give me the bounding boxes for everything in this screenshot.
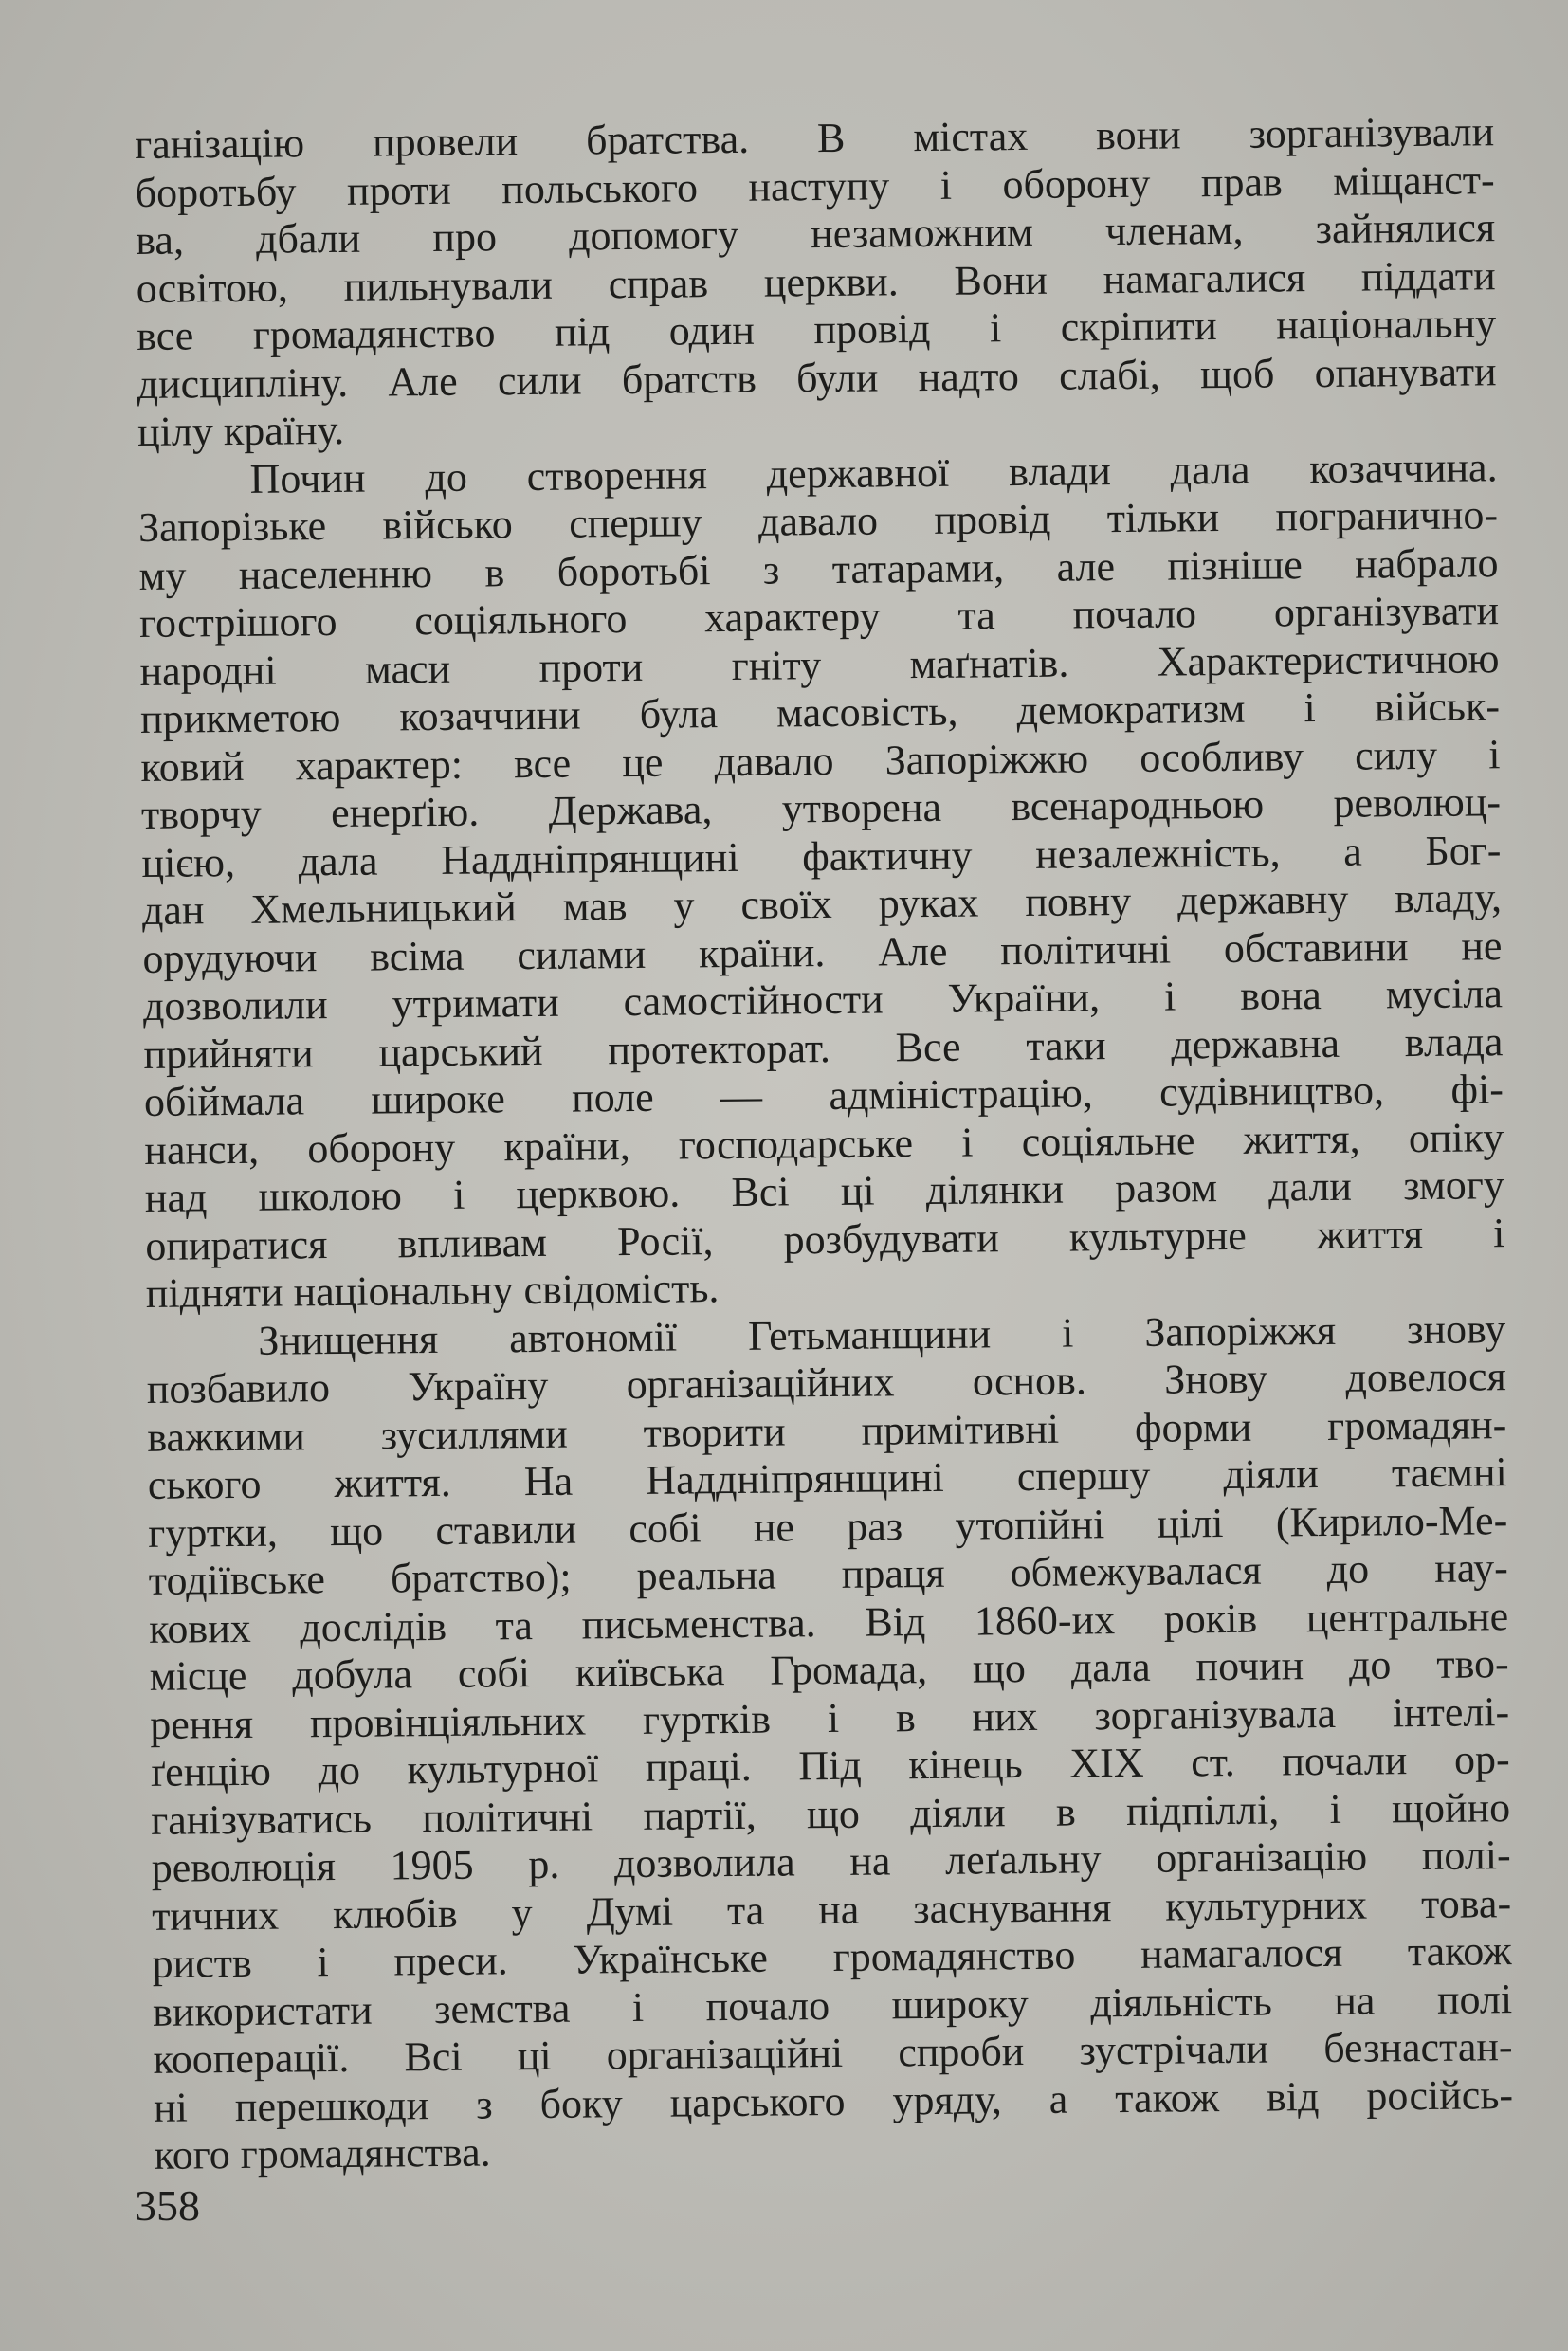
text-line: опиратися впливам Росії, розбудувати культурне життя і [145,1209,1505,1269]
text-line: важкими зусиллями творити примітивні форми громадян- [147,1400,1507,1461]
text-line: кого громадянства. [154,2128,491,2178]
text-line: ва, дбали про допомогу незаможним членам, зайнялися [135,204,1496,264]
text-line: ґенцію до культурної праці. Під кінець XIX ст. почали ор- [150,1736,1510,1795]
text-line: кових дослідів та письменства. Від 1860-их років центральне [149,1592,1509,1652]
text-line: ського життя. На Наддніпрянщині спершу діяли таємні [147,1449,1507,1508]
text-line: Почин до створення державної влади дала козаччина. [249,443,1498,502]
text-line: гуртки, що ставили собі не раз утопійні цілі (Кирило-Ме- [148,1496,1508,1557]
text-line: прийняти царський протекторат. Все таки державна влада [143,1017,1504,1078]
text-line: цілу країну. [137,406,345,455]
text-line: місце добула собі київська Громада, що дала почин до тво- [149,1640,1509,1700]
text-line: використати земства і почало широку діяльність на полі [152,1975,1513,2035]
text-line: му населенню в боротьбі з татарами, але пізніше набрало [138,538,1499,599]
text-line: дозволили утримати самостійности України, і вона мусіла [142,970,1504,1030]
body-text [135,108,1514,2179]
text-line: творчу енерґію. Держава, утворена всенародньою революц- [140,778,1502,838]
text-line: прикметою козаччини була масовість, демократизм і військ- [139,683,1501,742]
text-line: рення провінціяльних гуртків і в них зорганізувала інтелі- [149,1687,1510,1748]
text-line: ганізуватись політичні партії, що діяли в підпіллі, і щойно [150,1783,1511,1844]
text-line: орудуючи всіма силами країни. Але політичні обставини не [142,921,1503,982]
text-line: цією, дала Наддніпрянщині фактичну незалежність, а Бог- [141,826,1502,886]
text-line: ковий характер: все це давало Запоріжжю особливу силу і [140,730,1501,791]
text-line: над школою і церквою. Всі ці ділянки разом дали змогу [144,1161,1505,1221]
text-line: все громадянство під один провід і скріпити національну [136,300,1497,359]
text-line: Знищення автономії Гетьманщини і Запоріжжя знову [258,1304,1506,1364]
text-line: кооперації. Всі ці організаційні спроби зустрічали безнастан- [153,2023,1513,2083]
text-line: народні маси проти гніту маґнатів. Характеристичною [139,634,1500,695]
text-line: тичних клюбів у Думі та на заснування культурних това- [151,1879,1512,1940]
text-line: тодіївське братство); реальна праця обмежувалася до нау- [148,1544,1508,1604]
text-line: освітою, пильнували справ церкви. Вони намагалися піддати [136,251,1496,312]
text-line: ганізацію провели братства. В містах вони зорганізували [135,108,1495,168]
text-line: дисципліну. Але сили братств були надто слабі, щоб опанувати [137,347,1497,408]
text-line: позбавило Україну організаційних основ. Знову довелося [146,1353,1507,1412]
text-line: боротьбу проти польського наступу і оборону прав міщанст- [135,155,1495,216]
page-number: 358 [135,2181,200,2230]
text-line: нанси, оборону країни, господарське і соціяльне життя, опіку [144,1113,1504,1174]
text-line: ні перешкоди з боку царського уряду, а також від російсь- [153,2070,1514,2131]
text-line: риств і преси. Українське громадянство намагалося також [152,1927,1512,1987]
text-line: підняти національну свідомість. [145,1265,720,1317]
text-line: Запорізьке військо спершу давало провід тільки погранично- [137,491,1499,551]
text-line: обіймала широке поле — адміністрацію, судівництво, фі- [143,1066,1504,1125]
text-line: гострішого соціяльного характеру та почало організувати [138,587,1500,647]
text-line: дан Хмельницький мав у своїх руках повну державну владу, [141,874,1503,934]
text-line: революція 1905 р. дозволила на леґальну організацію полі- [151,1832,1511,1891]
